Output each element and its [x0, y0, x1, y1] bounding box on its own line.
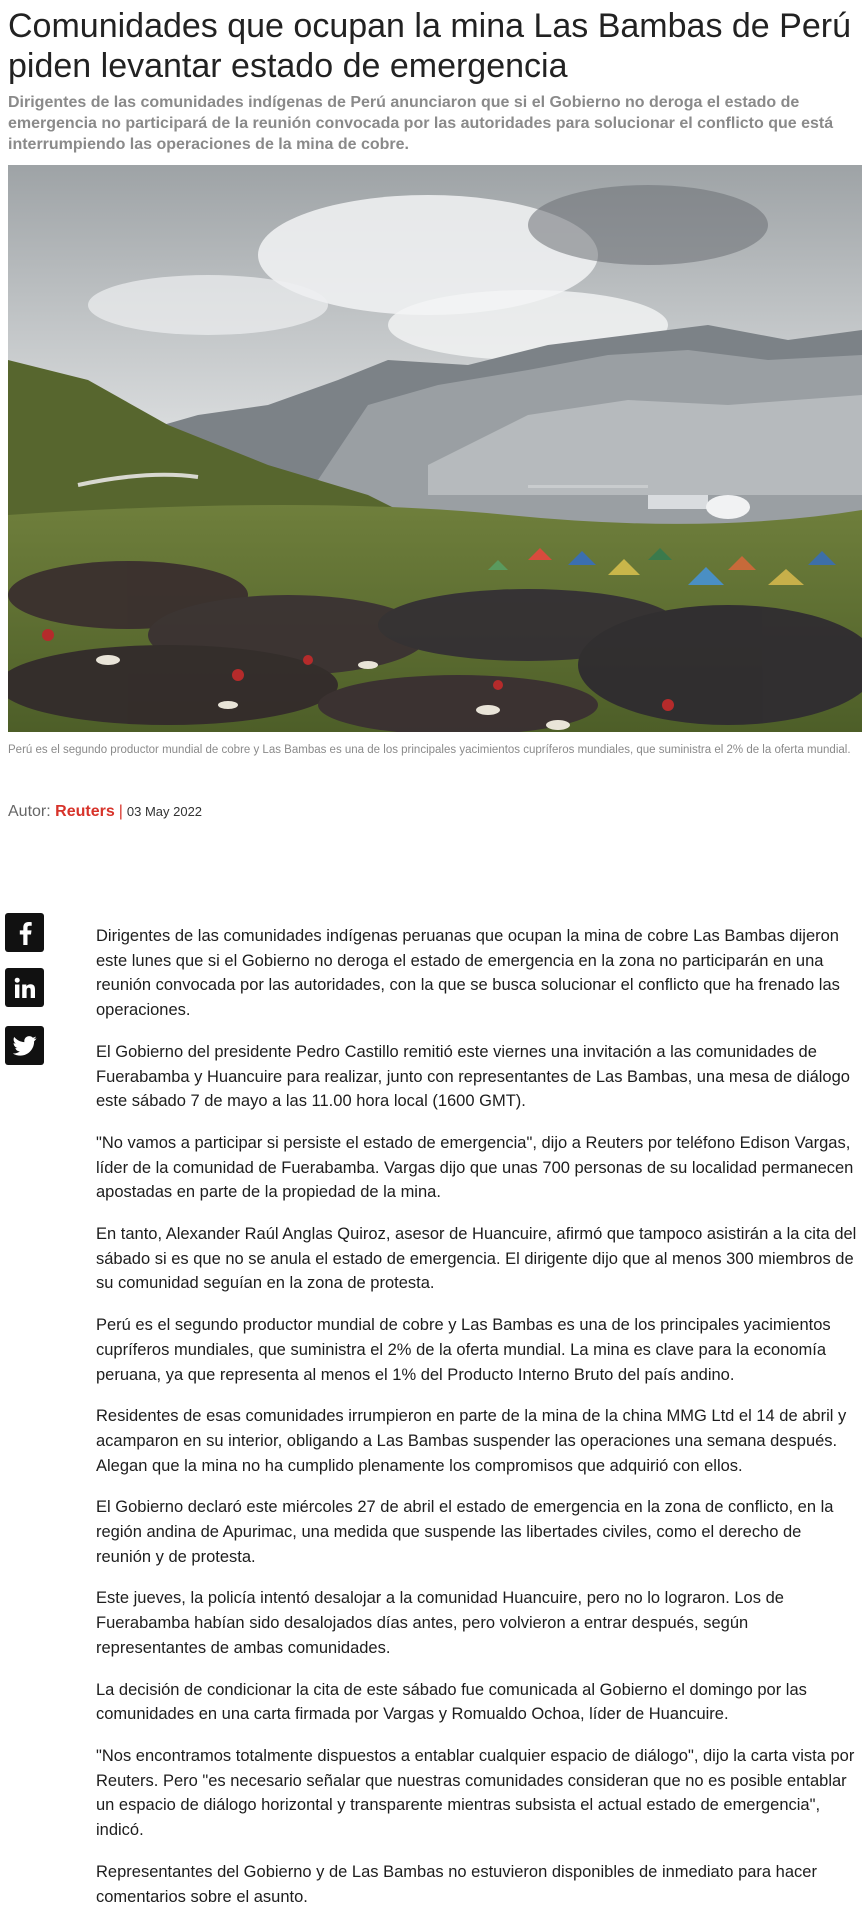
- author-link[interactable]: Reuters: [55, 803, 115, 820]
- article-paragraph: El Gobierno declaró este miércoles 27 de abril el estado de emergencia en la zona de conflicto, en la región andina de Apurimac, una medida que suspende las libertades civiles, como el derecho de reunión y de protesta.: [96, 1498, 834, 1566]
- article-paragraph: "No vamos a participar si persiste el estado de emergencia", dijo a Reuters por teléfono Edison Vargas, líder de la comunidad de Fuerabamba. Vargas dijo que unas 700 personas de su localidad permanecen apostadas en parte de la propiedad de la mina.: [96, 1133, 854, 1202]
- article-paragraph: En tanto, Alexander Raúl Anglas Quiroz, asesor de Huancuire, afirmó que tampoco asistirán a la cita del sábado si es que no se anula el estado de emergencia. El dirigente dijo que al menos 300 miembros de su comunidad seguían en la zona de protesta.: [96, 1225, 857, 1293]
- share-linkedin-button[interactable]: [5, 968, 44, 1007]
- article-paragraph: Este jueves, la policía intentó desalojar a la comunidad Huancuire, pero no lo lograron. Los de Fuerabamba habían sido desalojados días antes, pero volvieron a entrar después, según representantes de ambas comunidades.: [96, 1589, 784, 1657]
- article-body: [96, 924, 858, 1926]
- author-label: Autor:: [8, 803, 51, 820]
- twitter-icon: [13, 1036, 37, 1056]
- facebook-icon: [16, 921, 34, 945]
- share-facebook-button[interactable]: [5, 913, 44, 952]
- article-photo: [8, 165, 862, 732]
- author-separator: |: [118, 803, 123, 820]
- article-paragraph: Perú es el segundo productor mundial de cobre y Las Bambas es una de los principales yacimientos cupríferos mundiales, que suministra el 2% de la oferta mundial. La mina es clave para la economía peruana, ya que representa al menos el 1% del Producto Interno Bruto del país andino.: [96, 1316, 831, 1384]
- author-line: [8, 801, 202, 823]
- article-standfirst: Dirigentes de las comunidades indígenas de Perú anunciaron que si el Gobierno no deroga el estado de emergencia no participará de la reunión convocada por las autoridades para solucionar el conflicto que está interrumpiendo las operaciones de la mina de cobre.: [8, 94, 834, 153]
- article-paragraph: Representantes del Gobierno y de Las Bambas no estuvieron disponibles de inmediato para hacer comentarios sobre el asunto.: [96, 1862, 817, 1906]
- article-paragraph: La decisión de condicionar la cita de este sábado fue comunicada al Gobierno el domingo por las comunidades en una carta firmada por Vargas y Romualdo Ochoa, líder de Huancuire.: [96, 1680, 807, 1724]
- article-paragraph: El Gobierno del presidente Pedro Castillo remitió este viernes una invitación a las comunidades de Fuerabamba y Huancuire para realizar, junto con representantes de Las Bambas, una mesa de diálogo este sábado 7 de mayo a las 11.00 hora local (1600 GMT).: [96, 1042, 850, 1111]
- share-twitter-button[interactable]: [5, 1026, 44, 1065]
- linkedin-icon: [14, 977, 36, 999]
- article-paragraph: "Nos encontramos totalmente dispuestos a entablar cualquier espacio de diálogo", dijo la carta vista por Reuters. Pero "es necesario señalar que nuestras comunidades consideran que no es posible entablar un espacio de diálogo horizontal y transparente mientras subsista el actual estado de emergencia", indicó.: [96, 1746, 855, 1840]
- photo-caption: Perú es el segundo productor mundial de cobre y Las Bambas es una de los principales yacimientos cupríferos mundiales, que suministra el 2% de la oferta mundial.: [8, 744, 851, 756]
- article-paragraph: Dirigentes de las comunidades indígenas peruanas que ocupan la mina de cobre Las Bambas dijeron este lunes que si el Gobierno no deroga el estado de emergencia en la zona no participarán en una reunión convocada por las autoridades, con la que se busca solucionar el conflicto que ha frenado las operaciones.: [96, 927, 840, 1020]
- article-paragraph: Residentes de esas comunidades irrumpieron en parte de la mina de la china MMG Ltd el 14 de abril y acamparon en su interior, obligando a Las Bambas suspender las operaciones una semana después. Alegan que la mina no ha cumplido plenamente los compromisos que adquirió con ellos.: [96, 1407, 847, 1475]
- publish-date: 03 May 2022: [126, 804, 203, 819]
- article-headline: Comunidades que ocupan la mina Las Bambas de Perú piden levantar estado de emergencia: [8, 7, 851, 85]
